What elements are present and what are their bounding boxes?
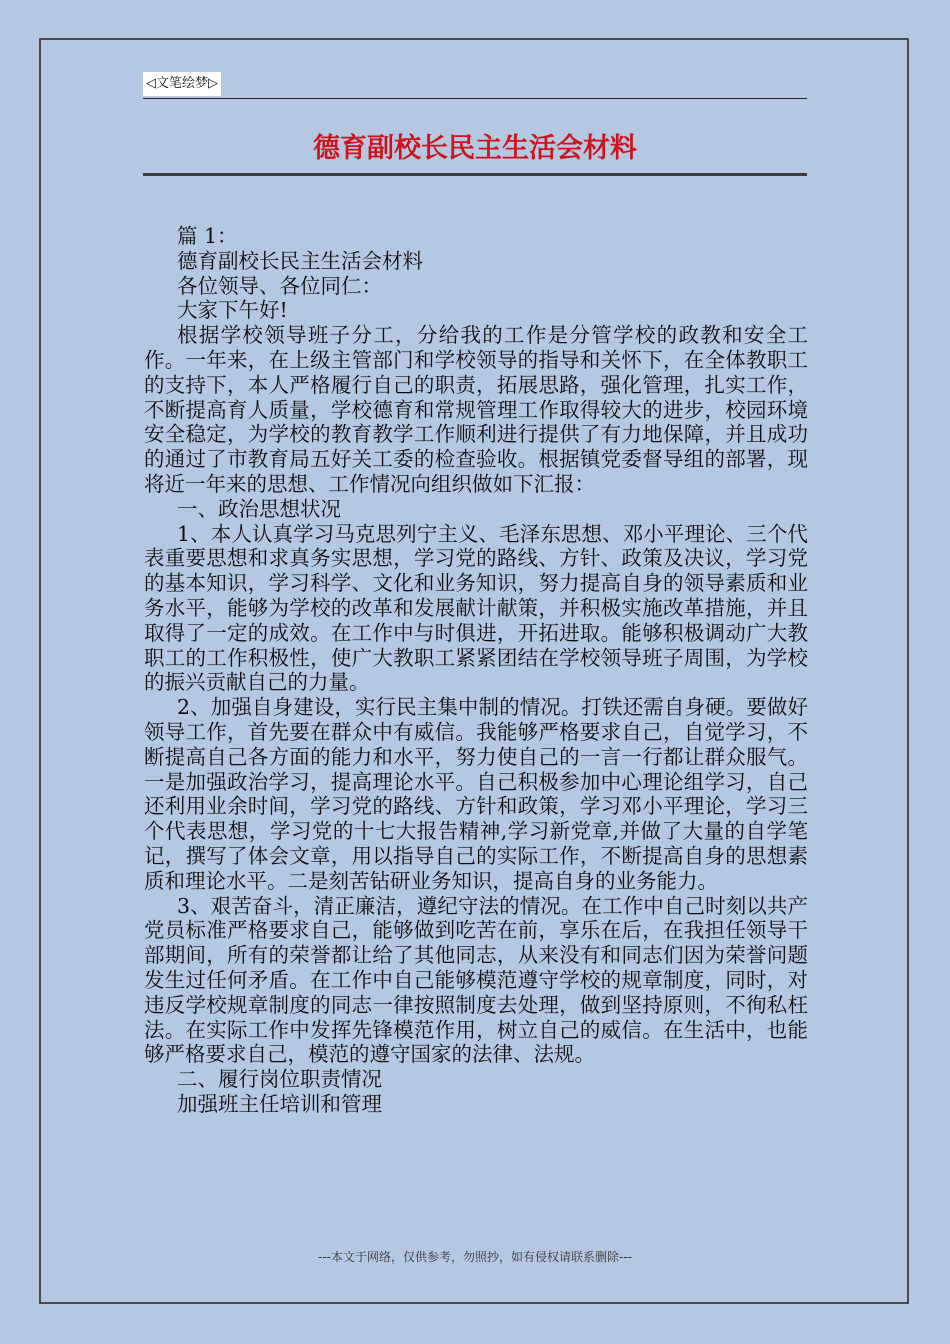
paragraph-teacher-training: 加强班主任培训和管理 bbox=[177, 1091, 382, 1116]
section-label: 篇 1： bbox=[177, 224, 238, 248]
intro-paragraph: 根据学校领导班子分工，分给我的工作是分管学校的政教和安全工作。一年来，在上级主管部门和学校领导的指导和关怀下，在全体教职工的支持下，本人严格履行自己的职责，拓展思路，强化管理，扎实工作，不断提高育人质量，学校德育和常规管理工作取得较大的进步，校园环境安全稳定，为学校的教育教学工作顺利进行提供了有力地保障，并且成功的通过了市教育局五好关工委的检查验收。根据镇党委督导组的部署，现将近一年来的思想、工作情况向组织做如下汇报： bbox=[144, 323, 808, 496]
paragraph-study: 1、本人认真学习马克思列宁主义、毛泽东思想、邓小平理论、三个代表重要思想和求真务实思想，学习党的路线、方针、政策及决议，学习党的基本知识，学习科学、文化和业务知识，努力提高自身的领导素质和业务水平，能够为学校的改革和发展献计献策，并积极实施改革措施，并且取得了一定的成效。在工作中与时俱进，开拓进取。能够积极调动广大教职工的工作积极性，使广大教职工紧紧团结在学校领导班子周围，为学校的振兴贡献自己的力量。 bbox=[144, 521, 808, 695]
paragraph-integrity: 3、艰苦奋斗，清正廉洁，遵纪守法的情况。在工作中自己时刻以共产党员标准严格要求自己，能够做到吃苦在前，享乐在后，在我担任领导干部期间，所有的荣誉都让给了其他同志，从来没有和同志们因为荣誉问题发生过任何矛盾。在工作中自己能够模范遵守学校的规章制度，同时，对违反学校规章制度的同志一律按照制度去处理，做到坚持原则，不徇私枉法。在实际工作中发挥先锋模范作用，树立自己的威信。在生活中，也能够严格要求自己，模范的遵守国家的法律、法规。 bbox=[144, 893, 808, 1067]
title-divider bbox=[143, 173, 807, 176]
greeting: 大家下午好! bbox=[177, 298, 288, 323]
subtitle: 德育副校长民主生活会材料 bbox=[177, 248, 423, 273]
paragraph-self-building: 2、加强自身建设，实行民主集中制的情况。打铁还需自身硬。要做好领导工作，首先要在群众中有威信。我能够严格要求自己，自觉学习，不断提高自己各方面的能力和水平，努力使自己的一言一行都让群众服气。一是加强政治学习，提高理论水平。自己积极参加中心理论组学习，自己还利用业余时间，学习党的路线、方针和政策，学习邓小平理论，学习三个代表思想，学习党的十七大报告精神,学习新党章,并做了大量的自学笔记，撰写了体会文章，用以指导自己的实际工作，不断提高自身的思想素质和理论水平。二是刻苦钻研业务知识，提高自身的业务能力。 bbox=[144, 695, 808, 893]
salutation: 各位领导、各位同仁： bbox=[177, 273, 382, 298]
document-title: 德育副校长民主生活会材料 bbox=[313, 133, 637, 164]
header-divider bbox=[143, 98, 807, 99]
section-heading-duties: 二、履行岗位职责情况 bbox=[177, 1067, 382, 1092]
document-body bbox=[144, 224, 808, 1117]
header-tag: ◁文笔绘梦▷ bbox=[143, 72, 221, 96]
footer-disclaimer: ---本文于网络，仅供参考，勿照抄，如有侵权请联系删除--- bbox=[318, 1250, 632, 1264]
section-heading-political: 一、政治思想状况 bbox=[177, 496, 341, 521]
